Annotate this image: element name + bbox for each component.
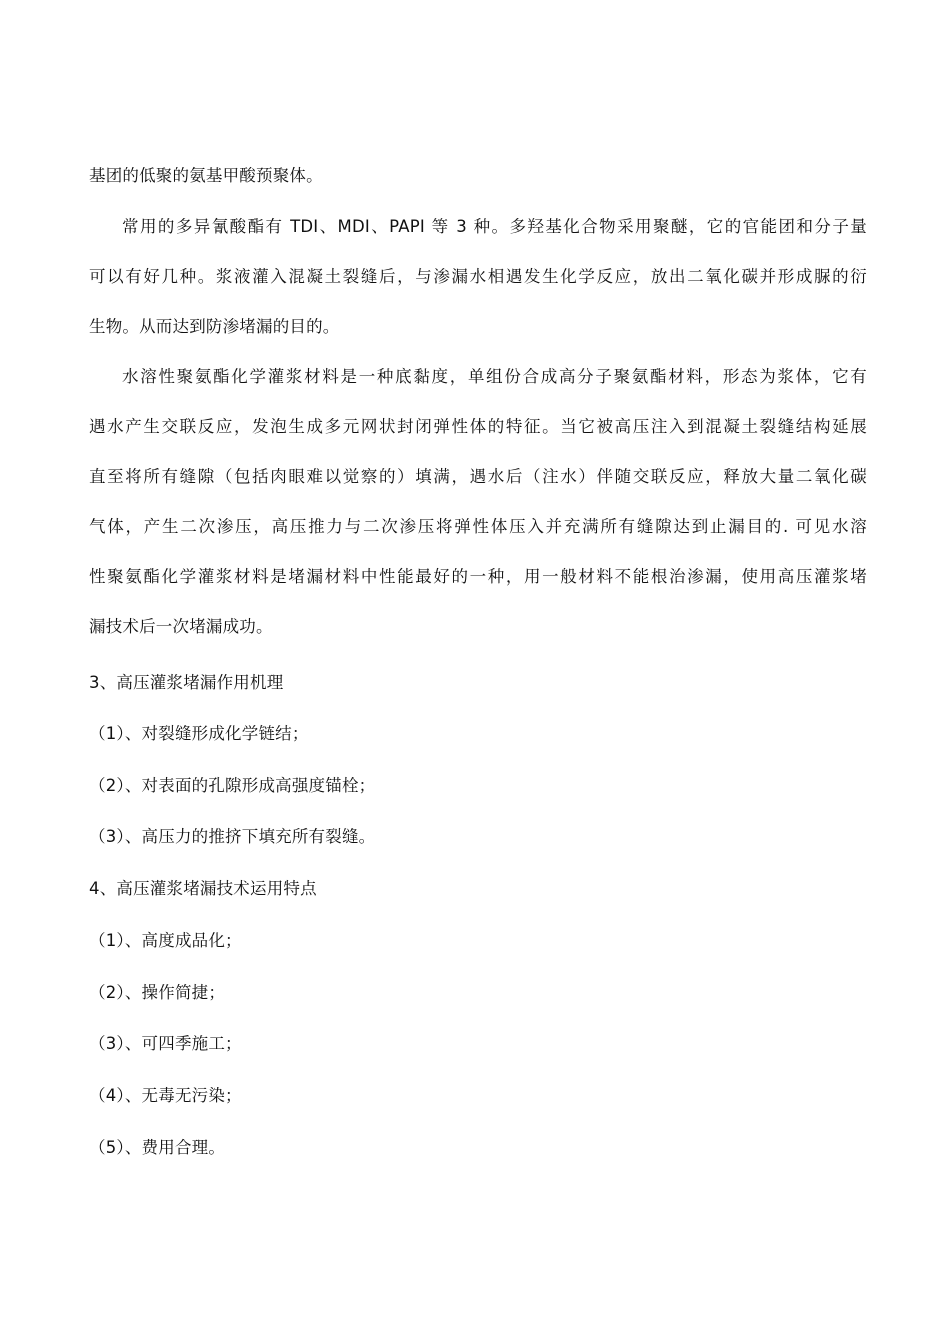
paragraph-line: 遇水产生交联反应，发泡生成多元网状封闭弹性体的特征。当它被高压注入到混凝土裂缝结构延展 bbox=[89, 417, 867, 436]
list-item: （3）、高压力的推挤下填充所有裂缝。 bbox=[89, 827, 376, 846]
list-item: （1）、对裂缝形成化学链结； bbox=[89, 724, 309, 743]
paragraph-line: 气体，产生二次渗压，高压推力与二次渗压将弹性体压入并充满所有缝隙达到止漏目的. 可见水溶 bbox=[89, 517, 867, 536]
list-item: （2）、操作简捷； bbox=[89, 983, 226, 1002]
paragraph-line: 常用的多异氰酸酯有 TDI、MDI、PAPI 等 3 种。多羟基化合物采用聚醚，它的官能团和分子量 bbox=[122, 217, 867, 236]
section-heading: 4、高压灌浆堵漏技术运用特点 bbox=[89, 879, 317, 898]
paragraph-line: 直至将所有缝隙（包括肉眼难以觉察的）填满，遇水后（注水）伴随交联反应，释放大量二氧化碳 bbox=[89, 467, 867, 486]
list-item: （4）、无毒无污染； bbox=[89, 1086, 242, 1105]
paragraph-line: 性聚氨酯化学灌浆材料是堵漏材料中性能最好的一种，用一般材料不能根治渗漏，使用高压灌浆堵 bbox=[89, 567, 867, 586]
section-heading: 3、高压灌浆堵漏作用机理 bbox=[89, 673, 284, 692]
paragraph-line: 可以有好几种。浆液灌入混凝土裂缝后，与渗漏水相遇发生化学反应，放出二氧化碳并形成脲的衍 bbox=[89, 267, 867, 286]
paragraph-line: 水溶性聚氨酯化学灌浆材料是一种底黏度，单组份合成高分子聚氨酯材料，形态为浆体，它有 bbox=[122, 367, 867, 386]
paragraph-line: 基团的低聚的氨基甲酸预聚体。 bbox=[89, 166, 323, 185]
list-item: （1）、高度成品化； bbox=[89, 931, 242, 950]
list-item: （3）、可四季施工； bbox=[89, 1034, 242, 1053]
list-item: （2）、对表面的孔隙形成高强度锚栓； bbox=[89, 776, 376, 795]
paragraph-line: 生物。从而达到防渗堵漏的目的。 bbox=[89, 317, 340, 336]
list-item: （5）、费用合理。 bbox=[89, 1138, 226, 1157]
paragraph-line: 漏技术后一次堵漏成功。 bbox=[89, 617, 273, 636]
